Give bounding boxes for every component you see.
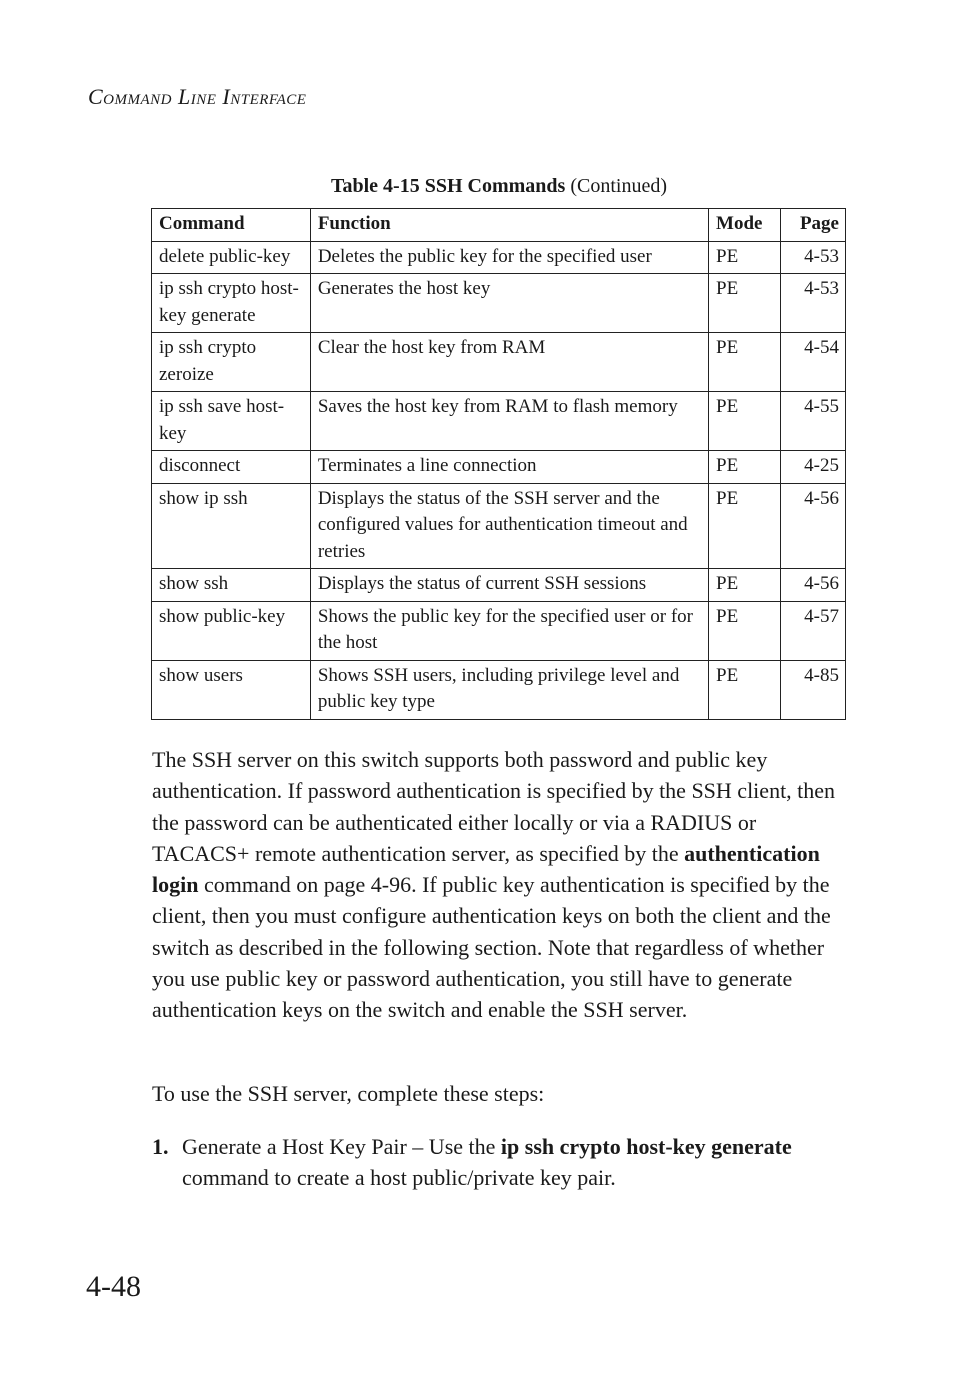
step-number: 1. [152, 1134, 169, 1159]
ssh-commands-table [151, 208, 846, 720]
cell-command: show ip ssh [152, 483, 311, 569]
table-row [152, 333, 846, 392]
cell-command: delete public-key [152, 241, 311, 274]
table-row [152, 569, 846, 602]
cell-page: 4-54 [781, 333, 846, 392]
table-row [152, 601, 846, 660]
cell-command: disconnect [152, 451, 311, 484]
table-caption-title: Table 4-15 SSH Commands [331, 175, 566, 197]
steps-intro-paragraph: To use the SSH server, complete these steps: [152, 1081, 545, 1106]
step-item [152, 1131, 852, 1194]
cell-command: ip ssh crypto host-key generate [152, 274, 311, 333]
cell-mode: PE [709, 601, 781, 660]
cell-command: ip ssh crypto zeroize [152, 333, 311, 392]
cell-page: 4-25 [781, 451, 846, 484]
table-row [152, 274, 846, 333]
paragraph-text: command on page 4-96. If public key authentication is specified by the client, then you must configure authentication keys on both the client and the switch as described in the following section. Note that regardless of whether you use public key or password authentication, you still have to generate authentication keys on the switch and enable the SSH server. [152, 872, 831, 1023]
cell-mode: PE [709, 660, 781, 719]
cell-function: Terminates a line connection [310, 451, 708, 484]
cell-function: Deletes the public key for the specified user [310, 241, 708, 274]
table-header-row [152, 209, 846, 242]
page-number: 4-48 [86, 1270, 141, 1303]
cell-page: 4-55 [781, 392, 846, 451]
cell-mode: PE [709, 392, 781, 451]
header-function: Function [310, 209, 708, 242]
command-reference: ip ssh crypto host-key generate [500, 1134, 792, 1159]
cell-function: Generates the host key [310, 274, 708, 333]
paragraph-text: The SSH server on this switch supports both password and public key authentication. If password authentication is specified by the SSH client, then the password can be authenticated either locally or via a RADIUS or TACACS+ remote authentication server, as specified by the [152, 747, 836, 866]
cell-mode: PE [709, 241, 781, 274]
table-caption-continued: (Continued) [565, 175, 667, 197]
table-row [152, 392, 846, 451]
cell-mode: PE [709, 451, 781, 484]
cell-command: show public-key [152, 601, 311, 660]
header-page: Page [781, 209, 846, 242]
cell-command: ip ssh save host-key [152, 392, 311, 451]
table-caption [152, 175, 846, 198]
command-reference: authentication login [152, 840, 820, 898]
cell-mode: PE [709, 569, 781, 602]
cell-page: 4-53 [781, 274, 846, 333]
cell-function: Displays the status of current SSH sessions [310, 569, 708, 602]
cell-function: Saves the host key from RAM to flash memory [310, 392, 708, 451]
step-text-part: command to create a host public/private key pair. [182, 1165, 616, 1191]
table-row [152, 660, 846, 719]
cell-mode: PE [709, 483, 781, 569]
cell-function: Displays the status of the SSH server and the configured values for authentication timeout and retries [310, 483, 708, 569]
header-command: Command [152, 209, 311, 242]
table-row [152, 483, 846, 569]
cell-page: 4-57 [781, 601, 846, 660]
step-text-part: Generate a Host Key Pair – Use the [182, 1134, 501, 1159]
cell-mode: PE [709, 333, 781, 392]
cell-function: Shows SSH users, including privilege level and public key type [310, 660, 708, 719]
cell-page: 4-56 [781, 569, 846, 602]
ssh-authentication-paragraph [152, 744, 852, 1026]
cell-page: 4-85 [781, 660, 846, 719]
cell-mode: PE [709, 274, 781, 333]
running-head: Command Line Interface [88, 84, 307, 109]
table-row [152, 241, 846, 274]
header-mode: Mode [709, 209, 781, 242]
table-row [152, 451, 846, 484]
cell-command: show ssh [152, 569, 311, 602]
cell-command: show users [152, 660, 311, 719]
cell-function: Clear the host key from RAM [310, 333, 708, 392]
cell-function: Shows the public key for the specified user or for the host [310, 601, 708, 660]
cell-page: 4-56 [781, 483, 846, 569]
cell-page: 4-53 [781, 241, 846, 274]
step-text [182, 1131, 852, 1194]
